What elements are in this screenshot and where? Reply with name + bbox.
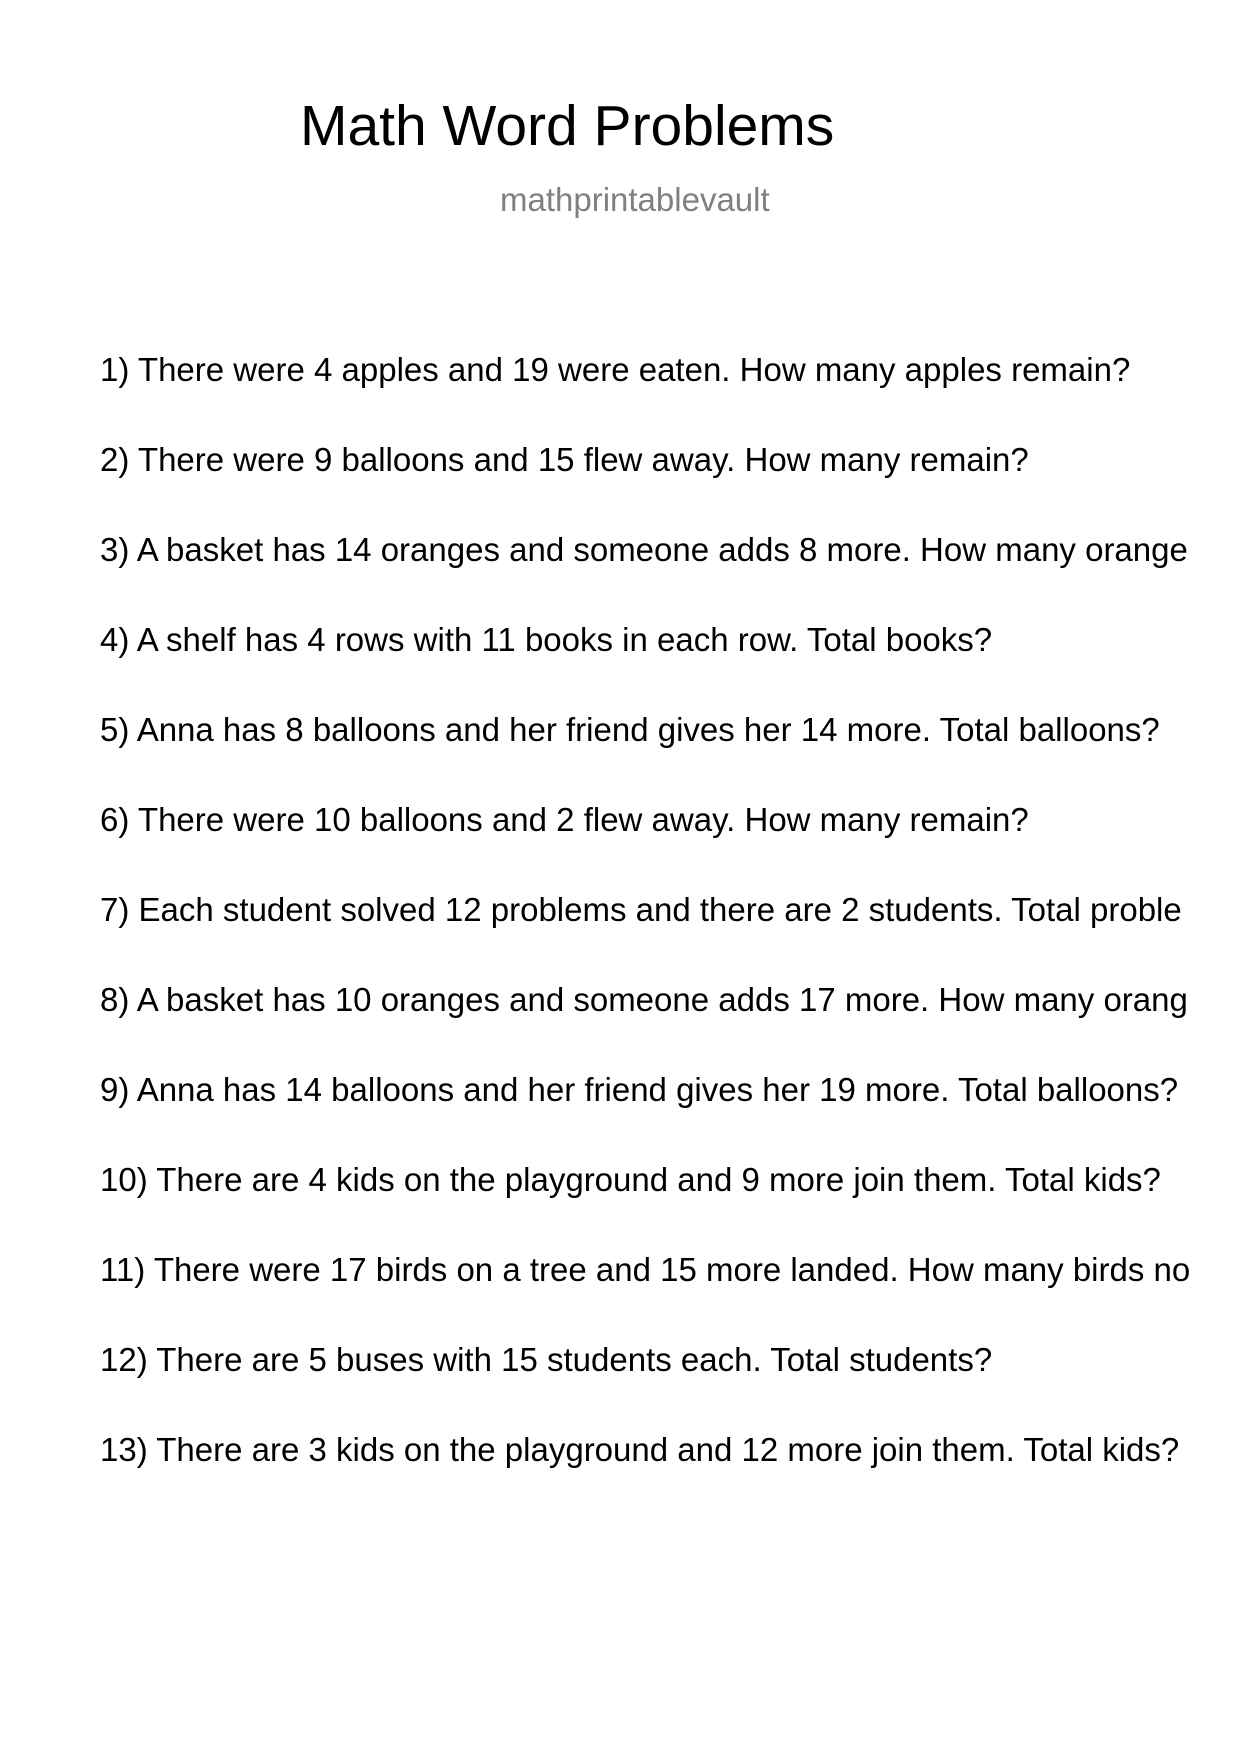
problem-item: 4) A shelf has 4 rows with 11 books in each row. Total books? bbox=[100, 621, 993, 658]
problem-item: 5) Anna has 8 balloons and her friend gives her 14 more. Total balloons? bbox=[100, 711, 1160, 748]
problem-item: 1) There were 4 apples and 19 were eaten. How many apples remain? bbox=[100, 351, 1131, 388]
problem-item: 11) There were 17 birds on a tree and 15 more landed. How many birds no bbox=[100, 1251, 1191, 1288]
problem-item: 8) A basket has 10 oranges and someone adds 17 more. How many orang bbox=[100, 981, 1188, 1018]
problem-item: 6) There were 10 balloons and 2 flew away. How many remain? bbox=[100, 801, 1029, 838]
problem-item: 9) Anna has 14 balloons and her friend gives her 19 more. Total balloons? bbox=[100, 1071, 1179, 1108]
problem-item: 2) There were 9 balloons and 15 flew away. How many remain? bbox=[100, 441, 1029, 478]
page-title: Math Word Problems bbox=[300, 94, 835, 158]
problem-list bbox=[100, 348, 1240, 1518]
problem-item: 7) Each student solved 12 problems and there are 2 students. Total proble bbox=[100, 891, 1182, 928]
problem-item: 3) A basket has 14 oranges and someone adds 8 more. How many orange bbox=[100, 531, 1188, 568]
problem-item: 13) There are 3 kids on the playground and 12 more join them. Total kids? bbox=[100, 1431, 1180, 1468]
problem-item: 10) There are 4 kids on the playground and 9 more join them. Total kids? bbox=[100, 1161, 1161, 1198]
page-subtitle: mathprintablevault bbox=[500, 181, 770, 218]
problem-item: 12) There are 5 buses with 15 students each. Total students? bbox=[100, 1341, 993, 1378]
